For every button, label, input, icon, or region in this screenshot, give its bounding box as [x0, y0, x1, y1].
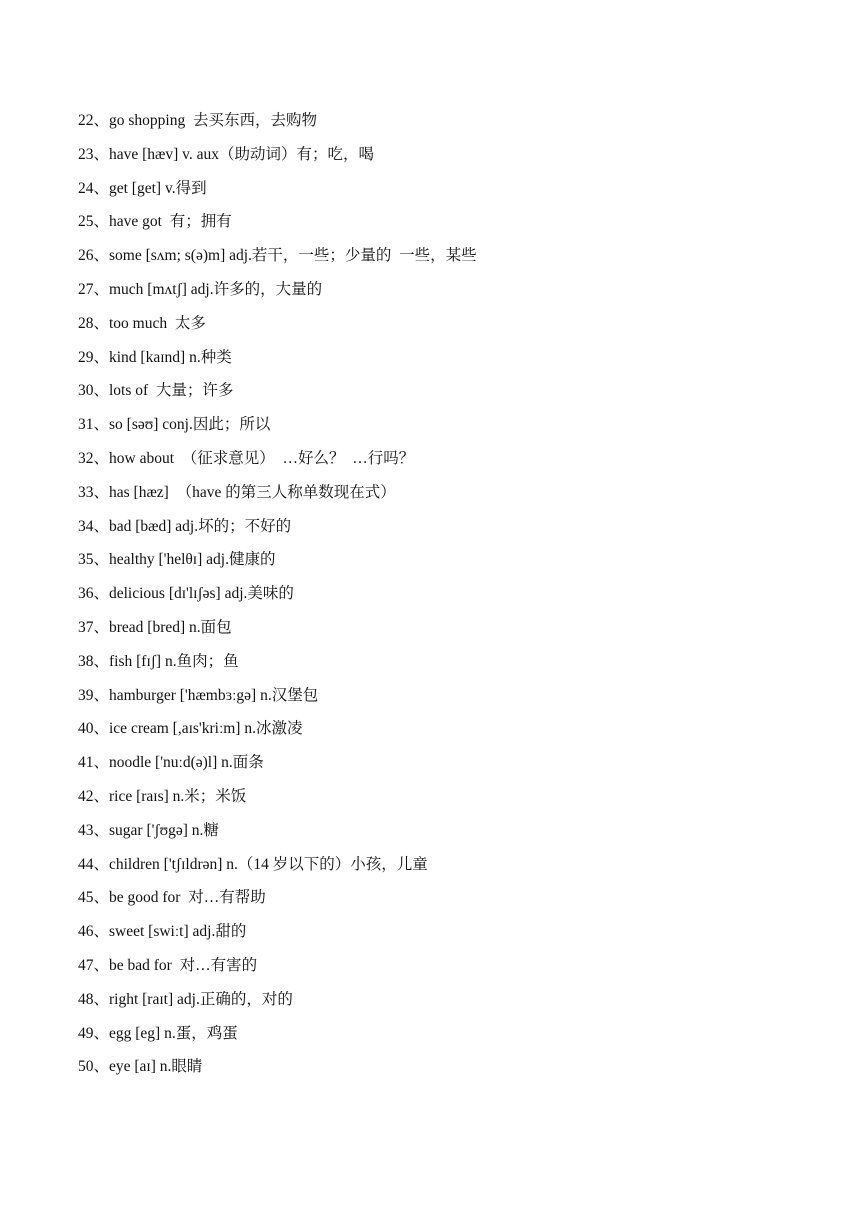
- vocab-entry-29: 29、kind [kaɪnd] n.种类: [78, 348, 232, 366]
- vocab-entry-35: 35、healthy ['helθɪ] adj.健康的: [78, 551, 276, 569]
- vocab-entry-33: 33、has [hæz] （have 的第三人称单数现在式）: [78, 483, 396, 501]
- vocab-entry-44: 44、children ['tʃɪldrən] n.（14 岁以下的）小孩，儿童: [78, 855, 428, 873]
- vocab-entry-22: 22、go shopping 去买东西，去购物: [78, 112, 317, 129]
- vocab-entry-39: 39、hamburger ['hæmbɜːgə] n.汉堡包: [78, 686, 319, 704]
- vocab-entry-31: 31、so [səʊ] conj.因此；所以: [78, 416, 271, 434]
- vocab-entry-24: 24、get [get] v.得到: [78, 179, 207, 197]
- vocab-entry-32: 32、how about （征求意见） …好么？ …行吗？: [78, 449, 415, 467]
- vocab-entry-40: 40、ice cream [,aɪs'kriːm] n.冰激凌: [78, 720, 303, 738]
- vocab-entry-26: 26、some [sʌm; s(ə)m] adj.若干，一些；少量的 一些，某些: [78, 247, 477, 265]
- vocab-entry-43: 43、sugar ['ʃʊgə] n.糖: [78, 821, 219, 839]
- vocab-entry-36: 36、delicious [dɪ'lɪʃəs] adj.美味的: [78, 585, 294, 603]
- vocab-entry-28: 28、too much 太多: [78, 314, 206, 332]
- vocab-entry-50: 50、eye [aɪ] n.眼睛: [78, 1058, 203, 1076]
- vocab-entry-34: 34、bad [bæd] adj.坏的；不好的: [78, 517, 292, 535]
- vocab-entry-25: 25、have got 有；拥有: [78, 213, 232, 231]
- vocab-entry-42: 42、rice [raɪs] n.米；米饭: [78, 787, 247, 805]
- vocab-entry-46: 46、sweet [swiːt] adj.甜的: [78, 923, 247, 941]
- vocab-entry-38: 38、fish [fɪʃ] n.鱼肉；鱼: [78, 652, 239, 670]
- vocab-entry-37: 37、bread [bred] n.面包: [78, 618, 232, 636]
- vocab-entry-30: 30、lots of 大量；许多: [78, 382, 234, 400]
- vocab-entry-41: 41、noodle ['nuːd(ə)l] n.面条: [78, 754, 264, 772]
- vocab-entry-47: 47、be bad for 对…有害的: [78, 956, 258, 974]
- vocab-entry-23: 23、have [hæv] v. aux（助动词）有；吃，喝: [78, 145, 375, 163]
- vocabulary-list: [78, 109, 477, 1089]
- vocab-entry-48: 48、right [raɪt] adj.正确的，对的: [78, 990, 293, 1008]
- vocab-entry-27: 27、much [mʌtʃ] adj.许多的，大量的: [78, 280, 323, 298]
- vocab-entry-45: 45、be good for 对…有帮助: [78, 889, 266, 907]
- vocab-entry-49: 49、egg [eg] n.蛋，鸡蛋: [78, 1024, 238, 1042]
